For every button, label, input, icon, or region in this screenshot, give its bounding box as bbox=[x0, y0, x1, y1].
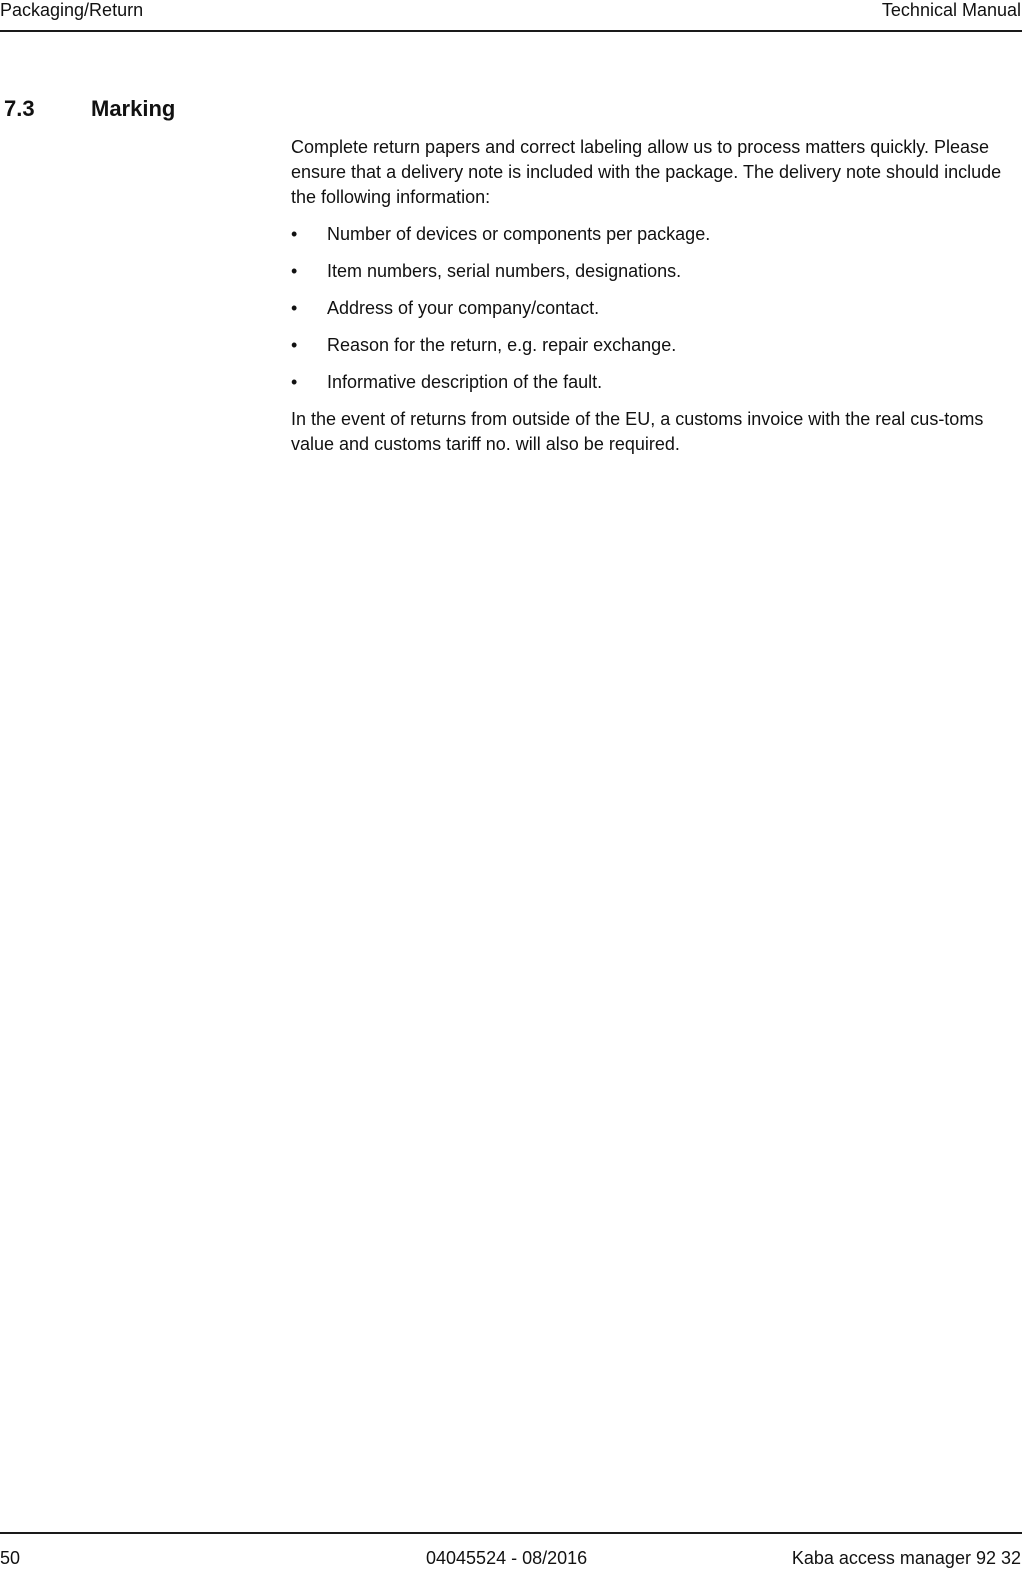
list-item bbox=[291, 222, 1011, 247]
header-section-name: Packaging/Return bbox=[0, 0, 144, 20]
bullet-marker: • bbox=[291, 224, 298, 244]
document-id: 04045524 - 08/2016 bbox=[426, 1548, 588, 1568]
header-document-type: Technical Manual bbox=[881, 0, 1021, 20]
section-title: Marking bbox=[91, 96, 176, 121]
page-number: 50 bbox=[0, 1548, 21, 1568]
footer-divider bbox=[0, 1532, 1022, 1534]
list-item bbox=[291, 296, 1011, 321]
bullet-marker: • bbox=[291, 298, 298, 318]
intro-paragraph: Complete return papers and correct labeling allow us to process matters quickly. Please ensure that a delivery note is included with the package. The delivery note should include the following information: bbox=[291, 137, 1002, 207]
list-item bbox=[291, 259, 1011, 284]
bullet-marker: • bbox=[291, 261, 298, 281]
list-item-text: Item numbers, serial numbers, designations. bbox=[327, 261, 682, 281]
closing-paragraph: In the event of returns from outside of the EU, a customs invoice with the real cus-toms value and customs tariff no. will also be required. bbox=[291, 409, 984, 454]
list-item-text: Informative description of the fault. bbox=[327, 372, 603, 392]
list-item-text: Address of your company/contact. bbox=[327, 298, 600, 318]
section-number: 7.3 bbox=[4, 96, 35, 121]
section-body bbox=[291, 135, 1011, 457]
information-list bbox=[291, 222, 1011, 395]
list-item bbox=[291, 370, 1011, 395]
list-item-text: Reason for the return, e.g. repair exchange. bbox=[327, 335, 677, 355]
list-item bbox=[291, 333, 1011, 358]
bullet-marker: • bbox=[291, 372, 298, 392]
bullet-marker: • bbox=[291, 335, 298, 355]
list-item-text: Number of devices or components per package. bbox=[327, 224, 711, 244]
header-divider bbox=[0, 30, 1022, 32]
product-name: Kaba access manager 92 32 bbox=[791, 1548, 1021, 1568]
